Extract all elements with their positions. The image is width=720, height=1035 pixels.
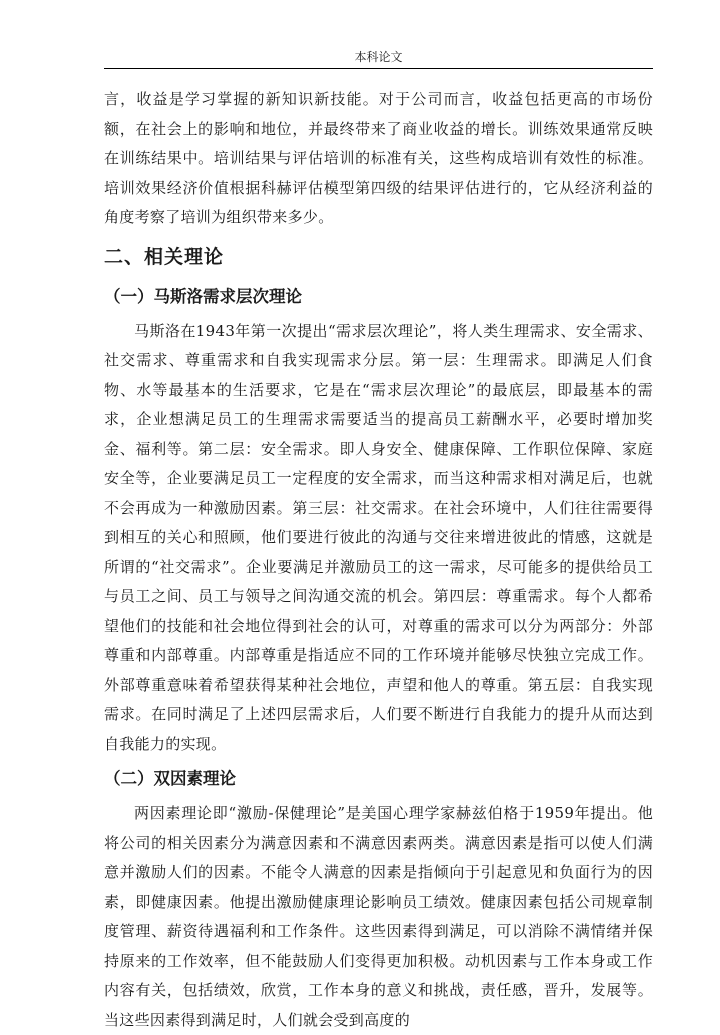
- subsection-heading-maslow: （一）马斯洛需求层次理论: [104, 286, 302, 306]
- subsection-heading-two-factor: （二）双因素理论: [104, 769, 236, 788]
- intro-paragraph: 言，收益是学习掌握的新知识新技能。对于公司而言，收益包括更高的市场份额，在社会上的影响和地位，并最终带来了商业收益的增长。训练效果通常反映在训练结果中。培训结果与评估培训的标准有关，这些构成培训有效性的标准。培训效果经济价值根据科赫评估模型第四级的结果评估进行的，它从经济利益的角度考察了培训为组织带来多少。: [104, 90, 653, 226]
- page-header: [104, 46, 653, 69]
- section-heading-related-theories: 二、相关理论: [104, 245, 225, 268]
- document-body: [104, 85, 653, 1035]
- two-factor-paragraph: 两因素理论即“激励-保健理论”是美国心理学家赫兹伯格于1959年提出。他将公司的相关因素分为满意因素和不满意因素两类。满意因素是指可以使人们满意并激励人们的因素。不能令人满意的因素是指倾向于引起意见和负面行为的因素，即健康因素。他提出激励健康理论影响员工绩效。健康因素包括公司规章制度管理、薪资待遇福利和工作条件。这些因素得到满足，可以消除不满情绪并保持原来的工作效率，但不能鼓励人们变得更加积极。动机因素与工作本身或工作内容有关，包括绩效，欣赏，工作本身的意义和挑战，责任感，晋升，发展等。当这些因素得到满足时，人们就会受到高度的: [104, 804, 653, 1029]
- maslow-paragraph: 马斯洛在1943年第一次提出“需求层次理论”，将人类生理需求、安全需求、社交需求、尊重需求和自我实现需求分层。第一层：生理需求。即满足人们食物、水等最基本的生活要求，它是在“需求层次理论”的最底层，即最基本的需求，企业想满足员工的生理需求需要适当的提高员工薪酬水平，必要时增加奖金、福利等。第二层：安全需求。即人身安全、健康保障、工作职位保障、家庭安全等，企业要满足员工一定程度的安全需求，而当这种需求相对满足后，也就不会再成为一种激励因素。第三层：社交需求。在社会环境中，人们往往需要得到相互的关心和照顾，他们要进行彼此的沟通与交往来增进彼此的情感，这就是所谓的“社交需求”。企业要满足并激励员工的这一需求，尽可能多的提供给员工与员工之间、员工与领导之间沟通交流的机会。第四层：尊重需求。每个人都希望他们的技能和社会地位得到社会的认可，对尊重的需求可以分为两部分：外部尊重和内部尊重。内部尊重是指适应不同的工作环境并能够尽快独立完成工作。外部尊重意味着希望获得某种社会地位，声望和他人的尊重。第五层：自我实现需求。在同时满足了上述四层需求后，人们要不断进行自我能力的提升从而达到自我能力的实现。: [104, 321, 653, 753]
- header-title: 本科论文: [354, 50, 403, 64]
